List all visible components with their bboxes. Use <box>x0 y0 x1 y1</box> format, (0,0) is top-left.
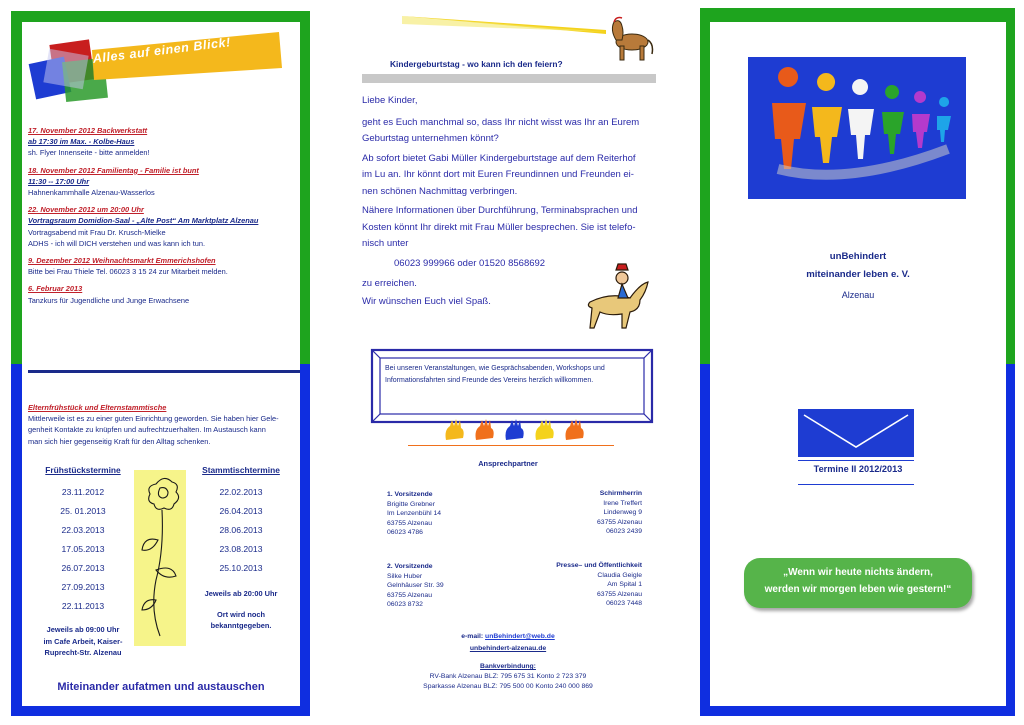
contact-line: Im Lenzenbühl 14 <box>387 510 442 518</box>
event-line: ADHS - ich will DICH verstehen und was kann ich tun. <box>28 238 206 248</box>
contact-line: Irene Treffert <box>603 499 642 507</box>
people-chain-icon <box>748 57 966 199</box>
event-4 <box>28 255 300 277</box>
left-panel-content <box>22 22 300 706</box>
contact-line: Gelnhäuser Str. 39 <box>387 582 444 590</box>
contact-line: 63755 Alzenau <box>387 591 432 599</box>
stammtisch-date: 28.06.2013 <box>219 525 263 535</box>
heading-bar <box>362 74 656 83</box>
contact-line: 06023 4786 <box>387 529 423 537</box>
wish-line: Wir wünschen Euch viel Spaß. <box>362 295 491 307</box>
email-line <box>352 632 664 642</box>
paragraph-line: nen schönen Nachmittag verbringen. <box>362 185 518 197</box>
event-line: Hahnenkammhalle Alzenau-Wasserlos <box>28 188 155 198</box>
contact-line: 06023 2439 <box>606 528 642 536</box>
contact-line: Brigitte Grebner <box>387 500 435 508</box>
contact-role: Presse– und Öffentlichkeit <box>556 562 642 569</box>
section-divider <box>28 370 300 373</box>
fruehstueck-note: im Cafe Arbeit, Kaiser- <box>43 636 123 646</box>
fruehstueck-note: Jeweils ab 09:00 Uhr <box>46 625 120 634</box>
contact-line: 63755 Alzenau <box>597 590 642 598</box>
org-city: Alzenau <box>841 290 875 300</box>
website-link[interactable]: unbehindert-alzenau.de <box>469 645 547 652</box>
fruehstueck-column <box>28 465 138 659</box>
eltern-text-line: Mittlerweile ist es zu einer guten Einrichtung geworden. Sie haben hier Gele- <box>28 414 279 424</box>
paragraph-line: nisch unter <box>362 238 409 249</box>
envelope-underline <box>798 460 914 461</box>
fruehstueck-date: 25. 01.2013 <box>60 506 106 516</box>
event-2 <box>28 165 300 199</box>
contact-line: Am Spital 1 <box>607 581 642 589</box>
right-panel-content <box>710 22 1006 706</box>
contact-role: 1. Vorsitzende <box>387 491 433 498</box>
kindergeburtstag-heading: Kindergeburtstag - wo kann ich den feiern? <box>390 59 563 69</box>
reach-line: zu erreichen. <box>362 278 417 289</box>
rider-horse-icon <box>580 248 656 336</box>
stammtisch-date: 25.10.2013 <box>219 563 263 573</box>
middle-panel <box>352 0 664 725</box>
eltern-text-line: man sich hier gegenseitig Kraft für den Alltag schenken. <box>28 436 211 446</box>
stammtisch-date: 26.04.2013 <box>219 506 263 516</box>
info-line: Bei unseren Veranstaltungen, wie Gesprächsabenden, Workshops und <box>385 365 605 372</box>
fruehstueck-date: 22.11.2013 <box>61 601 105 611</box>
contact-1 <box>387 490 517 538</box>
paragraph-line: Kosten könnt Ihr direkt mit Frau Müller besprechen. Sie ist telefo- <box>362 221 636 233</box>
contact-line: 63755 Alzenau <box>597 518 642 526</box>
bank-line: Sparkasse Alzenau BLZ: 795 500 00 Konto 240 000 869 <box>423 683 593 690</box>
contact-line: 06023 8732 <box>387 601 423 609</box>
contact-line: Silke Huber <box>387 572 423 580</box>
bank-line: RV-Bank Alzenau BLZ: 795 675 31 Konto 2 723 379 <box>429 673 587 680</box>
contact-heading: Ansprechpartner <box>478 459 538 468</box>
fruehstueck-heading: Frühstückstermine <box>45 465 121 475</box>
paragraph-line: im Lu an. Ihr könnt dort mit Euren Freundinnen und Freunden ei- <box>362 169 634 180</box>
contact-2 <box>512 489 642 537</box>
email-link[interactable]: unBehindert@web.de <box>485 633 555 640</box>
quote-line: werden wir morgen leben wie gestern!“ <box>764 584 952 595</box>
stammtisch-time: Jeweils ab 20:00 Uhr <box>204 589 278 598</box>
horse-icon <box>604 12 654 64</box>
orange-divider <box>408 445 614 446</box>
contact-4 <box>512 561 642 609</box>
event-line: Vortragsabend mit Frau Dr. Krusch-Mielke <box>28 227 166 237</box>
contact-line: Claudia Geigle <box>597 571 642 579</box>
bank-heading: Bankverbindung: <box>480 663 536 670</box>
phone-number: 06023 999966 oder 01520 8568692 <box>394 257 546 269</box>
stammtisch-note: Ort wird noch <box>216 609 266 619</box>
paragraph-line: geht es Euch manchmal so, dass Ihr nicht wisst was Ihr an Eurem <box>362 116 640 128</box>
stammtisch-heading: Stammtischtermine <box>202 465 280 475</box>
termine-underline <box>798 484 914 485</box>
email-label: e-mail: <box>461 633 486 640</box>
envelope-icon <box>798 409 914 457</box>
contact-role: Schirmherrin <box>599 490 642 497</box>
quote-text <box>744 564 972 598</box>
eltern-text-line: genheit Kontakte zu knüpfen und aufrechtzuerhalten. Im Austausch kann <box>28 425 266 435</box>
event-1 <box>28 125 300 159</box>
contact-line: Lindenweg 9 <box>603 509 642 517</box>
stammtisch-date: 23.08.2013 <box>219 544 263 554</box>
event-sub: Vortragsraum Domidion-Saal - „Alte Post“ Am Marktplatz Alzenau <box>28 216 259 226</box>
contact-line: 63755 Alzenau <box>387 519 432 527</box>
event-5 <box>28 283 300 305</box>
termine-title: Termine II 2012/2013 <box>813 464 903 474</box>
stammtisch-note: bekanntgegeben. <box>210 621 272 630</box>
info-line: Informationsfahrten sind Freunde des Vereins herzlich willkommen. <box>385 377 594 384</box>
event-line: Bitte bei Frau Thiele Tel. 06023 3 15 24 zur Mitarbeit melden. <box>28 267 228 277</box>
header-streak <box>398 10 608 50</box>
stammtisch-date: 22.02.2013 <box>219 487 263 497</box>
hands-icon <box>440 418 590 446</box>
event-3 <box>28 204 300 249</box>
banner-text: Alles auf einen Blick! <box>92 35 232 66</box>
event-line: Tanzkurs für Jugendliche und Junge Erwachsene <box>28 295 190 305</box>
org-name-2: miteinander leben e. V. <box>806 269 910 280</box>
stammtisch-column <box>187 465 295 632</box>
banner-graphic <box>24 22 294 112</box>
fruehstueck-date: 27.09.2013 <box>61 582 105 592</box>
event-title: 6. Februar 2013 <box>28 284 83 294</box>
left-footer: Miteinander aufatmen und austauschen <box>57 681 265 693</box>
event-sub: ab 17:30 im Max. - Kolbe-Haus <box>28 137 135 147</box>
events-list <box>28 125 300 306</box>
contact-line: 06023 7448 <box>606 600 642 608</box>
eltern-section <box>28 402 300 447</box>
fruehstueck-note: Ruprecht-Str. Alzenau <box>44 648 122 657</box>
greeting: Liebe Kinder, <box>362 95 418 106</box>
event-line: sh. Flyer Innenseite - bitte anmelden! <box>28 148 150 158</box>
contact-3 <box>387 562 517 610</box>
quote-line: „Wenn wir heute nichts ändern, <box>783 567 933 578</box>
eltern-title: Elternfrühstück und Elternstammtische <box>28 403 167 412</box>
info-box-text <box>385 363 645 387</box>
event-title: 9. Dezember 2012 Weihnachtsmarkt Emmerichshofen <box>28 256 216 266</box>
event-title: 22. November 2012 um 20:00 Uhr <box>28 205 144 215</box>
fruehstueck-date: 26.07.2013 <box>61 563 105 573</box>
org-name-1: unBehindert <box>829 251 887 262</box>
flower-icon <box>134 470 186 646</box>
fruehstueck-date: 23.11.2012 <box>61 487 105 497</box>
paragraph-line: Nähere Informationen über Durchführung, Terminabsprachen und <box>362 205 638 216</box>
paragraph-line: Ab sofort bietet Gabi Müller Kindergeburtstage auf dem Reiterhof <box>362 152 636 164</box>
fruehstueck-date: 17.05.2013 <box>61 544 105 554</box>
event-sub: 11:30 -- 17:00 Uhr <box>28 176 90 186</box>
fruehstueck-date: 22.03.2013 <box>61 525 105 535</box>
paragraph-line: Geburtstag unternehmen könnt? <box>362 133 499 144</box>
event-title: 17. November 2012 Backwerkstatt <box>28 126 148 135</box>
event-title: 18. November 2012 Familientag - Familie ist bunt <box>28 165 199 175</box>
contact-role: 2. Vorsitzende <box>387 563 433 570</box>
